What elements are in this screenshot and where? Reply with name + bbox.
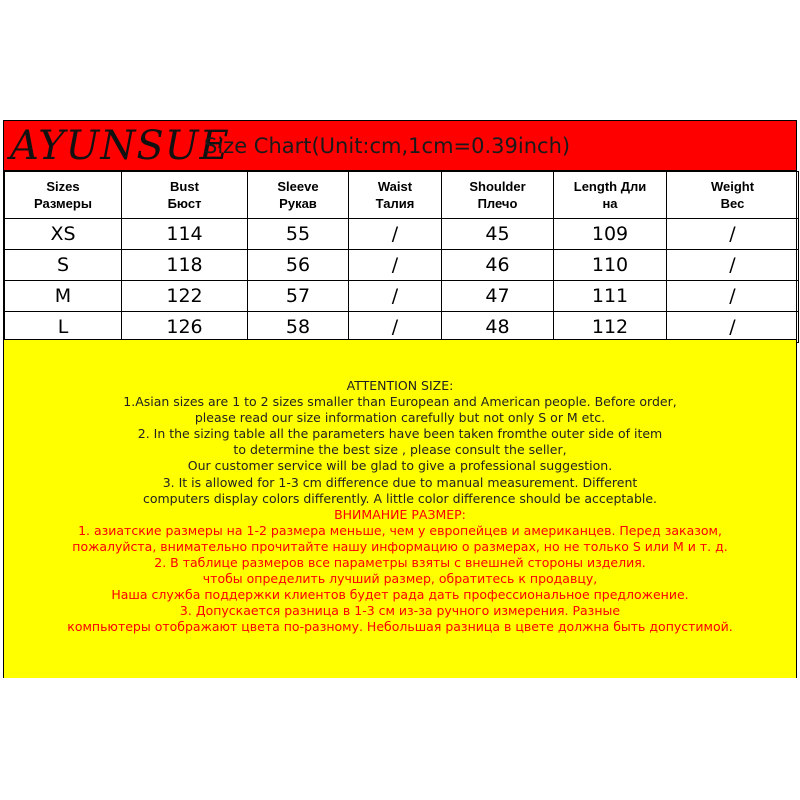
table-cell: 45 <box>442 219 554 250</box>
table-cell: 47 <box>442 281 554 312</box>
notes-line-en: Our customer service will be glad to give a professional suggestion. <box>187 458 613 474</box>
column-header: Bust Бюст <box>122 172 248 219</box>
size-notes <box>4 339 796 678</box>
column-header: Waist Талия <box>349 172 442 219</box>
notes-line-ru: 1. азиатские размеры на 1-2 размера меньше, чем у европейцев и американцев. Перед заказом, <box>78 522 722 538</box>
size-chart <box>3 120 797 678</box>
table-cell: 48 <box>442 312 554 343</box>
table-cell: / <box>349 219 442 250</box>
notes-line-ru: Наша служба поддержки клиентов будет рада дать профессиональное предложение. <box>111 587 689 603</box>
notes-line-ru: пожалуйста, внимательно прочитайте нашу информацию о размерах, но не только S или M и т. д. <box>72 538 728 554</box>
table-cell: / <box>349 250 442 281</box>
notes-line-ru: чтобы определить лучший размер, обратитесь к продавцу, <box>202 571 598 587</box>
column-header: Shoulder Плечо <box>442 172 554 219</box>
table-cell: / <box>667 281 799 312</box>
notes-heading-ru: ВНИМАНИЕ РАЗМЕР: <box>334 506 466 522</box>
notes-line-en: 3. It is allowed for 1-3 cm difference due to manual measurement. Different <box>162 474 638 490</box>
table-cell: 46 <box>442 250 554 281</box>
table-cell: S <box>5 250 122 281</box>
table-header-row <box>5 172 799 219</box>
column-header: Length Дли на <box>554 172 667 219</box>
table-cell: 118 <box>122 250 248 281</box>
table-cell: M <box>5 281 122 312</box>
table-cell: 58 <box>248 312 349 343</box>
column-header: Weight Вес <box>667 172 799 219</box>
table-cell: XS <box>5 219 122 250</box>
table-cell: 126 <box>122 312 248 343</box>
table-cell: / <box>667 219 799 250</box>
table-cell: 112 <box>554 312 667 343</box>
table-cell: 55 <box>248 219 349 250</box>
table-cell: / <box>667 312 799 343</box>
notes-line-en: please read our size information carefully but not only S or M etc. <box>194 410 606 426</box>
table-row <box>5 281 799 312</box>
brand-logo: AYUNSUE <box>10 123 230 169</box>
table-cell: 56 <box>248 250 349 281</box>
table-cell: 57 <box>248 281 349 312</box>
chart-title: Size Chart(Unit:cm,1cm=0.39inch) <box>204 134 571 158</box>
table-cell: 114 <box>122 219 248 250</box>
table-cell: 110 <box>554 250 667 281</box>
table-cell: 122 <box>122 281 248 312</box>
table-row <box>5 219 799 250</box>
notes-line-en: to determine the best size , please consult the seller, <box>233 442 567 458</box>
notes-line-ru: компьютеры отображают цвета по-разному. Небольшая разница в цвете должна быть допустимой. <box>67 619 733 635</box>
table-cell: / <box>349 312 442 343</box>
notes-heading-en: ATTENTION SIZE: <box>346 378 454 393</box>
table-cell: / <box>349 281 442 312</box>
size-table <box>4 171 799 343</box>
column-header: Sleeve Рукав <box>248 172 349 219</box>
table-cell: 109 <box>554 219 667 250</box>
notes-line-en: computers display colors differently. A little color difference should be acceptable. <box>142 490 658 506</box>
table-row <box>5 312 799 343</box>
table-row <box>5 250 799 281</box>
notes-line-ru: 3. Допускается разница в 1-3 см из-за ручного измерения. Разные <box>179 603 621 619</box>
column-header: Sizes Размеры <box>5 172 122 219</box>
table-cell: / <box>667 250 799 281</box>
table-cell: 111 <box>554 281 667 312</box>
table-cell: L <box>5 312 122 343</box>
notes-line-ru: 2. В таблице размеров все параметры взяты с внешней стороны изделия. <box>154 555 646 571</box>
notes-line-en: 2. In the sizing table all the parameters have been taken fromthe outer side of item <box>137 426 663 442</box>
notes-line-en: 1.Asian sizes are 1 to 2 sizes smaller than European and American people. Before order, <box>123 394 677 410</box>
chart-header <box>4 121 796 171</box>
